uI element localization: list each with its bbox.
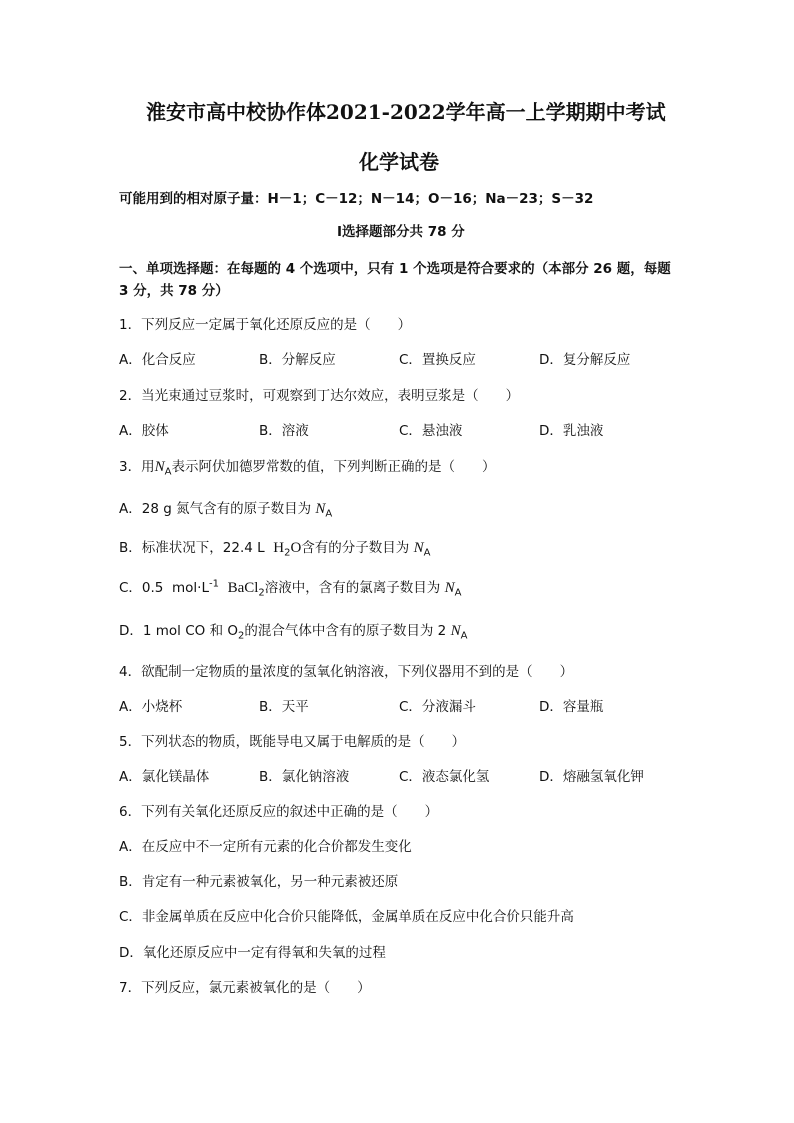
na-subscript: A [164, 466, 172, 478]
question-4-option-a: A．小烧杯 [119, 699, 183, 715]
question-3-stem-post: 表示阿伏加德罗常数的值，下列判断正确的是（ ） [171, 459, 496, 475]
na-subscript: A [460, 630, 468, 642]
part-instruction-line2: 3 分，共 78 分） [119, 283, 229, 299]
question-1-stem: 1．下列反应一定属于氧化还原反应的是（ ） [119, 317, 412, 333]
option-c-post: 溶液中，含有的氯离子数目为 [264, 580, 441, 596]
option-c-text: C．0.5 [119, 580, 164, 596]
atomic-masses: 可能用到的相对原子量：H－1；C－12；N－14；O－16；Na－23；S－32 [119, 191, 594, 207]
question-3-stem [119, 455, 495, 478]
question-1-option-a: A．化合反应 [119, 352, 196, 368]
option-d-post: 的混合气体中含有的原子数目为 2 [244, 623, 447, 639]
question-3-option-b [119, 536, 430, 559]
na-symbol: N [315, 501, 326, 517]
water-h-subscript: 2 [284, 547, 291, 559]
question-4-option-c: C．分液漏斗 [399, 699, 476, 715]
question-6-option-b: B．肯定有一种元素被氧化，另一种元素被还原 [119, 874, 399, 890]
na-symbol: N [444, 580, 455, 596]
question-3-option-a [119, 497, 332, 520]
question-5-option-a: A．氯化镁晶体 [119, 769, 210, 785]
question-7-stem: 7．下列反应，氯元素被氧化的是（ ） [119, 980, 371, 996]
question-1-option-b: B．分解反应 [259, 352, 336, 368]
na-subscript: A [454, 587, 462, 599]
question-3-option-d [119, 619, 467, 642]
question-6-option-d: D．氧化还原反应中一定有得氧和失氧的过程 [119, 945, 386, 961]
na-subscript: A [423, 547, 431, 559]
unit-superscript: -1 [208, 578, 219, 590]
section-heading: Ⅰ选择题部分共 78 分 [337, 224, 465, 240]
salt-formula: BaCl [227, 580, 259, 596]
option-a-text: A．28 g 氮气含有的原子数目为 [119, 501, 312, 517]
option-b-post: 含有的分子数目为 [301, 540, 410, 556]
question-3-option-c [119, 576, 461, 599]
question-4-option-b: B．天平 [259, 699, 309, 715]
question-4-stem: 4．欲配制一定物质的量浓度的氢氧化钠溶液，下列仪器用不到的是（ ） [119, 664, 574, 680]
option-d-text: D．1 mol CO 和 O [119, 623, 238, 639]
question-4-option-d: D．容量瓶 [539, 699, 604, 715]
o2-subscript: 2 [238, 630, 245, 642]
question-2-option-a: A．胶体 [119, 423, 169, 439]
question-2-option-b: B．溶液 [259, 423, 309, 439]
na-symbol: N [413, 540, 424, 556]
question-5-option-b: B．氯化钠溶液 [259, 769, 350, 785]
question-2-stem: 2．当光束通过豆浆时，可观察到丁达尔效应，表明豆浆是（ ） [119, 388, 520, 404]
salt-subscript: 2 [258, 587, 265, 599]
na-symbol: N [154, 459, 165, 475]
question-6-option-c: C．非金属单质在反应中化合价只能降低，金属单质在反应中化合价只能升高 [119, 909, 574, 925]
concentration-unit: mol·L [172, 580, 209, 596]
question-5-option-d: D．熔融氢氧化钾 [539, 769, 644, 785]
exam-title: 淮安市高中校协作体2021-2022学年高一上学期期中考试 [146, 100, 666, 124]
question-5-stem: 5．下列状态的物质，既能导电又属于电解质的是（ ） [119, 734, 466, 750]
part-instruction-line1: 一、单项选择题：在每题的 4 个选项中，只有 1 个选项是符合要求的（本部分 26 题，每题 [119, 261, 671, 277]
question-5-option-c: C．液态氯化氢 [399, 769, 490, 785]
water-h: H [273, 540, 285, 556]
na-subscript: A [325, 508, 333, 520]
question-6-option-a: A．在反应中不一定所有元素的化合价都发生变化 [119, 839, 412, 855]
option-b-text: B．标准状况下，22.4 L [119, 540, 265, 556]
question-2-option-d: D．乳浊液 [539, 423, 604, 439]
water-o: O [290, 540, 302, 556]
question-3-stem-pre: 3．用 [119, 459, 155, 475]
na-symbol: N [450, 623, 461, 639]
question-1-option-c: C．置换反应 [399, 352, 476, 368]
question-2-option-c: C．悬浊液 [399, 423, 463, 439]
exam-subtitle: 化学试卷 [359, 150, 439, 174]
question-6-stem: 6．下列有关氧化还原反应的叙述中正确的是（ ） [119, 804, 439, 820]
question-1-option-d: D．复分解反应 [539, 352, 631, 368]
